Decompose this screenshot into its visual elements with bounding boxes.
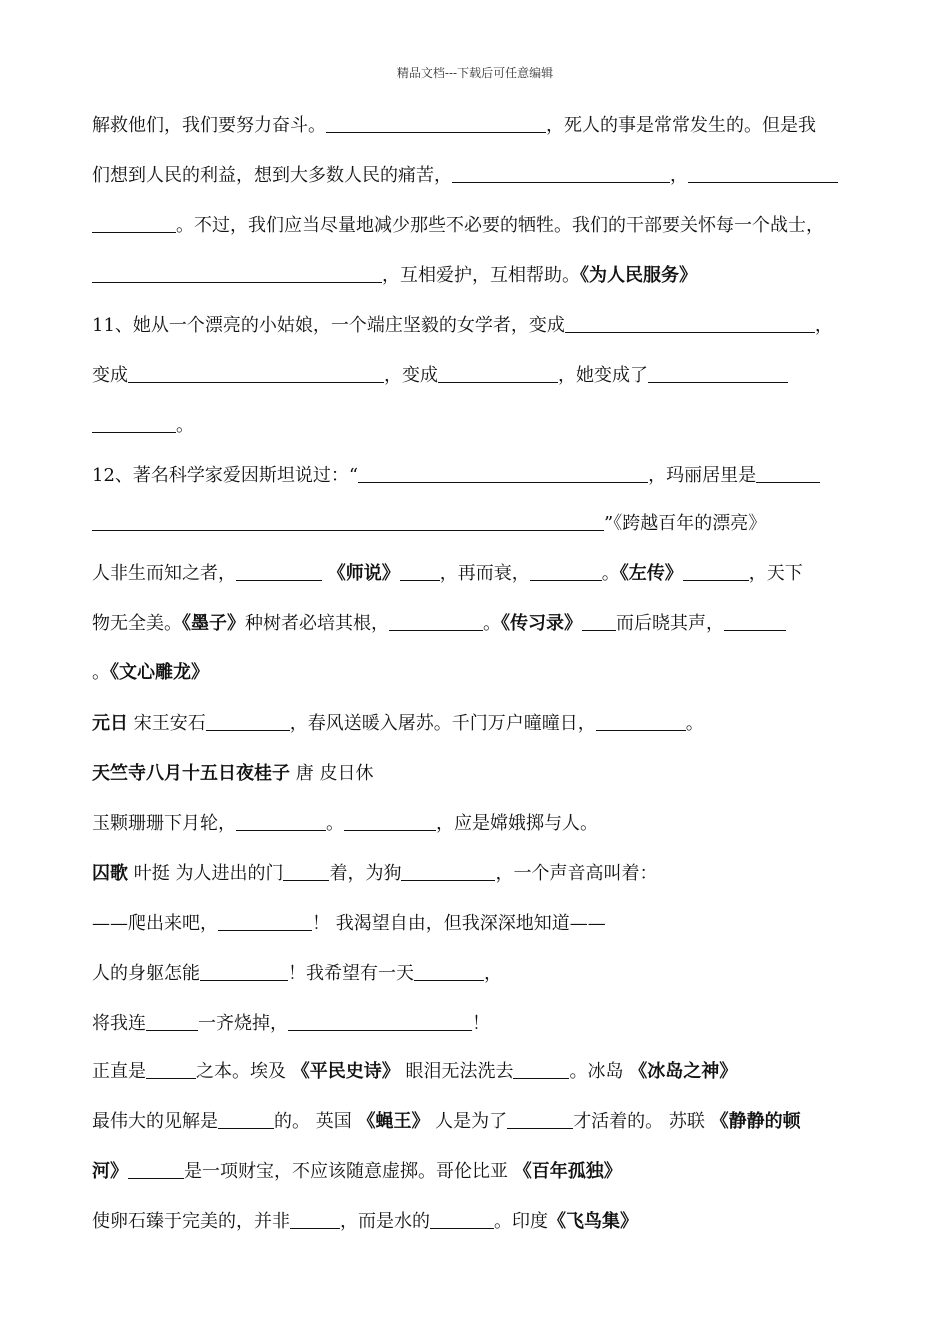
- source-title: 《蝇王》: [357, 1111, 430, 1132]
- text: 最伟大的见解是: [92, 1111, 218, 1132]
- text: 物无全美。: [92, 613, 182, 634]
- source-title: 《师说》: [327, 563, 400, 584]
- poem-title: 囚歌: [92, 863, 128, 884]
- text: 。: [92, 662, 110, 683]
- text: 正直是: [92, 1061, 146, 1082]
- text: 将我连: [92, 1013, 146, 1034]
- answer-blank[interactable]: [344, 812, 436, 831]
- answer-blank[interactable]: [596, 712, 686, 731]
- text-line: [92, 562, 803, 586]
- text: 解救他们，我们要努力奋斗。: [92, 115, 326, 136]
- text: ，: [484, 963, 502, 984]
- text: 才活着的。 苏联: [573, 1111, 711, 1132]
- answer-blank[interactable]: [206, 712, 290, 731]
- text: ！ 我渴望自由，但我深深地知道——: [312, 913, 606, 934]
- text: ，玛丽居里是: [648, 465, 757, 486]
- text: ，: [814, 315, 833, 336]
- text-line: [92, 1060, 737, 1084]
- text-line: [92, 762, 373, 786]
- answer-blank[interactable]: [92, 414, 176, 433]
- text-line: [92, 1012, 490, 1036]
- text: ”《跨越百年的漂亮》: [604, 513, 767, 534]
- poem-title: 天竺寺八月十五日夜桂子: [92, 763, 290, 784]
- answer-blank[interactable]: [438, 364, 558, 383]
- answer-blank[interactable]: [430, 1210, 494, 1229]
- text-line: [92, 464, 820, 488]
- text-line: [92, 214, 824, 238]
- answer-blank[interactable]: [92, 264, 382, 283]
- text: 之本。埃及: [196, 1061, 292, 1082]
- answer-blank[interactable]: [530, 562, 602, 581]
- source-title: 《传习录》: [501, 613, 582, 634]
- text: 种树者必培其根，: [245, 613, 389, 634]
- text: ，应是嫦娥掷与人。: [436, 813, 598, 834]
- answer-blank[interactable]: [688, 164, 838, 183]
- text: ！我希望有一天: [288, 963, 414, 984]
- answer-blank[interactable]: [288, 1012, 472, 1031]
- answer-blank[interactable]: [582, 612, 616, 631]
- answer-blank[interactable]: [128, 1160, 184, 1179]
- answer-blank[interactable]: [683, 562, 749, 581]
- text: ，再而衰，: [439, 563, 530, 584]
- answer-blank[interactable]: [358, 464, 648, 483]
- poem-author: 宋王安石: [128, 713, 206, 734]
- text: 。: [176, 415, 194, 436]
- text: 11、她从一个漂亮的小姑娘，一个端庄坚毅的女学者，变成: [92, 315, 565, 336]
- text: ！: [472, 1013, 490, 1034]
- text: 。: [685, 713, 704, 734]
- text: 。印度: [494, 1211, 548, 1232]
- source-title: 《平民史诗》: [291, 1061, 400, 1082]
- text-line: [92, 1210, 638, 1234]
- text: 眼泪无法洗去: [399, 1061, 514, 1082]
- text: 。冰岛: [569, 1061, 630, 1082]
- answer-blank[interactable]: [146, 1060, 196, 1079]
- poem-title: 元日: [92, 713, 128, 734]
- text-line: [92, 862, 657, 886]
- poem-author: 唐 皮日休: [290, 763, 374, 784]
- answer-blank[interactable]: [290, 1210, 340, 1229]
- answer-blank[interactable]: [236, 812, 326, 831]
- text: 玉颗珊珊下月轮，: [92, 813, 236, 834]
- text-line: [92, 661, 209, 685]
- text: ，变成: [384, 365, 438, 386]
- text: ，一个声音高叫着：: [495, 863, 658, 884]
- text-line: [92, 962, 502, 986]
- source-title: 《百年孤独》: [513, 1161, 622, 1182]
- answer-blank[interactable]: [507, 1110, 573, 1129]
- text-line: [92, 114, 816, 138]
- answer-blank[interactable]: [648, 364, 788, 383]
- answer-blank[interactable]: [128, 364, 384, 383]
- answer-blank[interactable]: [756, 464, 820, 483]
- answer-blank[interactable]: [92, 214, 176, 233]
- answer-blank[interactable]: [452, 164, 670, 183]
- text-line: [92, 612, 786, 636]
- text: 而后晓其声，: [616, 613, 724, 634]
- answer-blank[interactable]: [218, 1110, 274, 1129]
- source-title: 《墨子》: [182, 613, 245, 634]
- answer-blank[interactable]: [236, 562, 322, 581]
- text: 着，为狗: [329, 863, 402, 884]
- answer-blank[interactable]: [326, 114, 546, 133]
- answer-blank[interactable]: [414, 962, 484, 981]
- text-line: [92, 1160, 622, 1184]
- source-title: 《文心雕龙》: [110, 662, 209, 683]
- source-title: 《左传》: [619, 563, 683, 584]
- text: 人非生而知之者，: [92, 563, 236, 584]
- text-line: [92, 712, 704, 736]
- source-title: 《为人民服务》: [580, 265, 697, 286]
- text: 12、著名科学家爱因斯坦说过：“: [92, 465, 359, 486]
- text-line: [92, 164, 838, 188]
- answer-blank[interactable]: [146, 1012, 198, 1031]
- text: 人是为了: [429, 1111, 508, 1132]
- source-title: 《冰岛之神》: [629, 1061, 738, 1082]
- text: 。: [601, 563, 620, 584]
- text: ，死人的事是常常发生的。但是我: [546, 115, 816, 136]
- text: 们想到人民的利益，想到大多数人民的痛苦，: [92, 165, 452, 186]
- text: 是一项财宝，不应该随意虚掷。哥伦比亚: [184, 1161, 514, 1182]
- text: ，天下: [748, 563, 803, 584]
- answer-blank[interactable]: [92, 512, 604, 531]
- page-header: 精品文档---下载后可任意编辑: [396, 66, 554, 80]
- text: ——爬出来吧，: [92, 913, 218, 934]
- text-line: [92, 314, 833, 338]
- text: 的。 英国: [274, 1111, 358, 1132]
- text-line: [92, 264, 697, 288]
- text-line: [92, 912, 606, 936]
- answer-blank[interactable]: [283, 862, 329, 881]
- text-line: [92, 812, 598, 836]
- text: 变成: [92, 365, 128, 386]
- text-line: [92, 414, 194, 438]
- text-line: [92, 512, 766, 536]
- source-title: 河》: [92, 1161, 128, 1182]
- answer-blank[interactable]: [401, 862, 495, 881]
- answer-blank[interactable]: [200, 962, 288, 981]
- text: 。: [326, 813, 344, 834]
- source-title: 《静静的顿: [710, 1111, 801, 1132]
- text: ，春风送暖入屠苏。千门万户曈曈日，: [289, 713, 596, 734]
- text: 叶挺 为人进出的门: [128, 863, 284, 884]
- answer-blank[interactable]: [513, 1060, 569, 1079]
- text: 一齐烧掉，: [198, 1013, 288, 1034]
- source-title: 《飞鸟集》: [548, 1211, 638, 1232]
- text: 使卵石臻于完美的，并非: [92, 1211, 290, 1232]
- text: 。不过，我们应当尽量地减少那些不必要的牺牲。我们的干部要关怀每一个战士，: [176, 215, 824, 236]
- text-line: [92, 364, 788, 388]
- answer-blank[interactable]: [218, 912, 312, 931]
- text: ，她变成了: [558, 365, 648, 386]
- text: ，: [670, 165, 688, 186]
- answer-blank[interactable]: [400, 562, 440, 581]
- text: ，互相爱护，互相帮助。: [382, 265, 580, 286]
- answer-blank[interactable]: [724, 612, 786, 631]
- answer-blank[interactable]: [389, 612, 483, 631]
- text: 。: [483, 613, 501, 634]
- text-line: [92, 1110, 801, 1134]
- answer-blank[interactable]: [565, 314, 815, 333]
- text: ，而是水的: [340, 1211, 430, 1232]
- text: 人的身躯怎能: [92, 963, 200, 984]
